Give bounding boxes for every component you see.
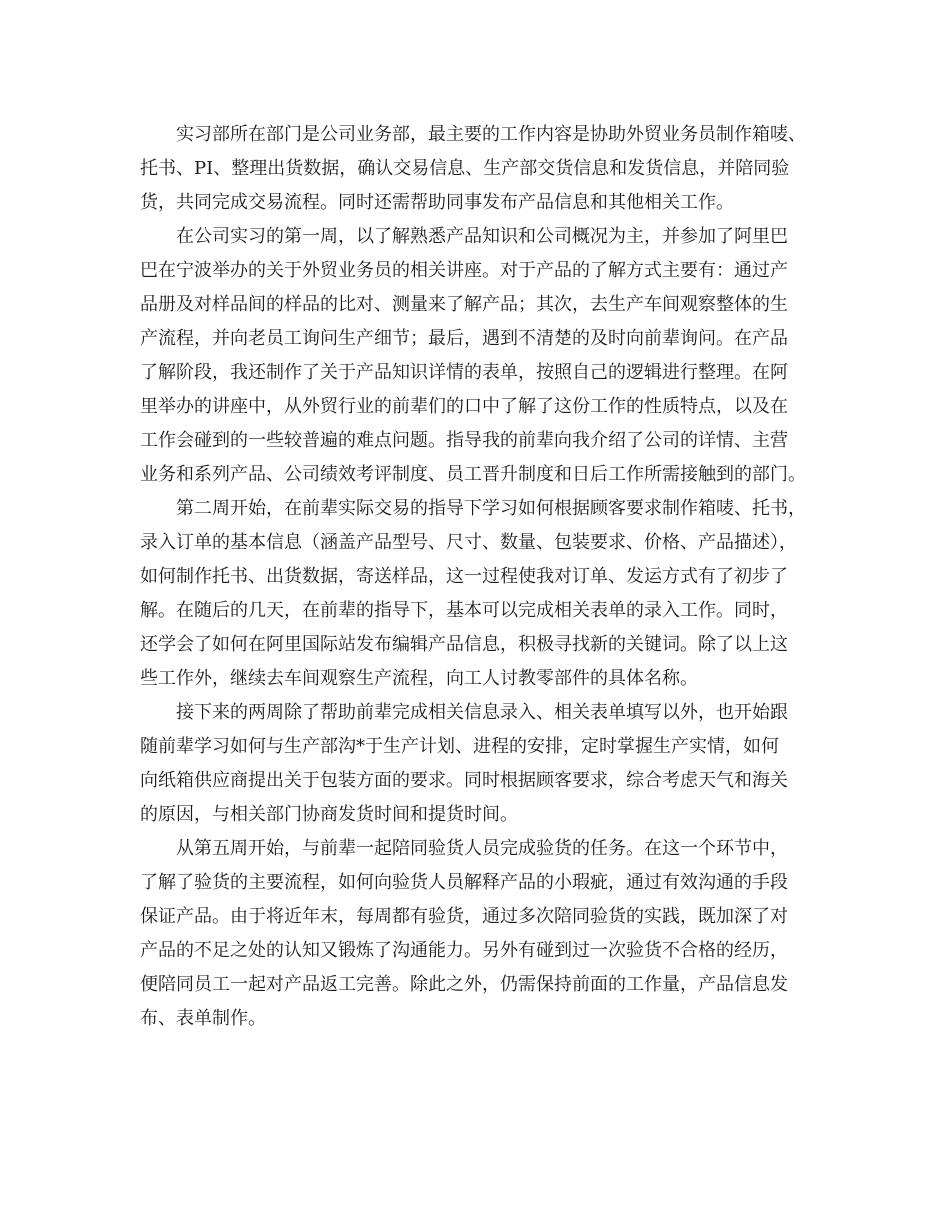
paragraph-line: 托书、PI、整理出货数据，确认交易信息、生产部交货信息和发货信息，并陪同验 [140,158,790,179]
paragraph-line: 解。在随后的几天，在前辈的指导下，基本可以完成相关表单的录入工作。同时， [140,600,788,621]
paragraph-line: 接下来的两周除了帮助前辈完成相关信息录入、相关表单填写以外，也开始跟 [176,702,788,723]
paragraph-line: 了解阶段，我还制作了关于产品知识详情的表单，按照自己的逻辑进行整理。在阿 [140,362,788,383]
paragraph-line: 布、表单制作。 [140,1008,266,1029]
paragraph-line: 实习部所在部门是公司业务部，最主要的工作内容是协助外贸业务员制作箱唛、 [176,124,806,145]
paragraph-line: 第二周开始，在前辈实际交易的指导下学习如何根据顾客要求制作箱唛、托书， [176,498,806,519]
paragraph-line: 在公司实习的第一周，以了解熟悉产品知识和公司概况为主，并参加了阿里巴 [176,226,788,247]
paragraph-line: 还学会了如何在阿里国际站发布编辑产品信息，积极寻找新的关键词。除了以上这 [140,634,788,655]
paragraph-line: 里举办的讲座中，从外贸行业的前辈们的口中了解了这份工作的性质特点，以及在 [140,396,788,417]
paragraph-line: 货，共同完成交易流程。同时还需帮助同事发布产品信息和其他相关工作。 [140,192,734,213]
paragraph-line: 巴在宁波举办的关于外贸业务员的相关讲座。对于产品的了解方式主要有：通过产 [140,260,788,281]
paragraph-line: 的原因，与相关部门协商发货时间和提货时间。 [140,804,518,825]
paragraph-line: 如何制作托书、出货数据，寄送样品，这一过程使我对订单、发运方式有了初步了 [140,566,788,587]
document-body [140,118,820,1036]
paragraph-line: 产品的不足之处的认知又锻炼了沟通能力。另外有碰到过一次验货不合格的经历， [140,940,788,961]
paragraph-line: 业务和系列产品、公司绩效考评制度、员工晋升制度和日后工作所需接触到的部门。 [140,464,806,485]
paragraph-line: 工作会碰到的一些较普遍的难点问题。指导我的前辈向我介绍了公司的详情、主营 [140,430,788,451]
paragraph-line: 向纸箱供应商提出关于包装方面的要求。同时根据顾客要求，综合考虑天气和海关 [140,770,788,791]
paragraph-line: 便陪同员工一起对产品返工完善。除此之外，仍需保持前面的工作量，产品信息发 [140,974,788,995]
paragraph-line: 录入订单的基本信息（涵盖产品型号、尺寸、数量、包装要求、价格、产品描述）， [140,532,797,553]
paragraph-line: 些工作外，继续去车间观察生产流程，向工人讨教零部件的具体名称。 [140,668,698,689]
paragraph-line: 随前辈学习如何与生产部沟*于生产计划、进程的安排，定时掌握生产实情，如何 [140,736,779,757]
paragraph-line: 品册及对样品间的样品的比对、测量来了解产品；其次，去生产车间观察整体的生 [140,294,788,315]
paragraph-line: 产流程，并向老员工询问生产细节；最后，遇到不清楚的及时向前辈询问。在产品 [140,328,788,349]
paragraph-line: 了解了验货的主要流程，如何向验货人员解释产品的小瑕疵，通过有效沟通的手段 [140,872,788,893]
paragraph-line: 从第五周开始，与前辈一起陪同验货人员完成验货的任务。在这一个环节中， [176,838,788,859]
paragraph-line: 保证产品。由于将近年末，每周都有验货，通过多次陪同验货的实践，既加深了对 [140,906,788,927]
